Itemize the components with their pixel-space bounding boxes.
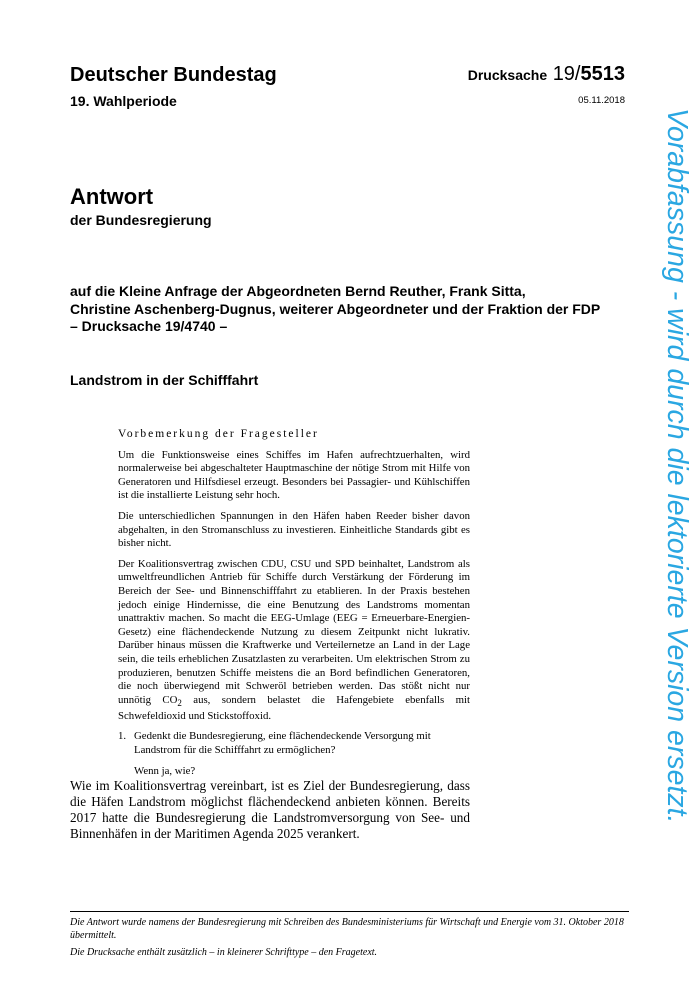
drucksache-label: Drucksache	[467, 67, 548, 83]
footnote	[70, 916, 640, 964]
preliminary-text: Der Koalitionsvertrag zwischen CDU, CSU und SPD beinhaltet, Landstrom als umweltfreundlichen Antrieb für Schiffe durch Verstärkung der Förderung im Bereich der See- und Binnenschifffahrt zu etablieren. In der Praxis bestehen jedoch einige Hindernisse, die eine Benutzung des Landstroms momentan unattraktiv machen. So macht die EEG-Umlage (EEG = Erneuerbare-Energien-Gesetz) eine flächendeckende Nutzung zu diesem Zeitpunkt nicht lukrativ. Darüber hinaus müssen die Kraftwerke und Verteilernetze an Land in der Lage sein, die teils erheblichen Zusatzlasten zu verarbeiten. Um elektrischen Strom zu produzieren, benutzen Schiffe meistens die an Bord befindlichen Generatoren, die noch überwiegend mit Schweröl betrieben werden. Das stößt nicht nur unnötig CO	[118, 557, 470, 706]
preliminary-remarks	[118, 428, 470, 731]
question-text: Gedenkt die Bundesregierung, eine flächendeckende Versorgung mit Landstrom für die Schifffahrt zu ermöglichen?	[134, 730, 431, 756]
draft-watermark: Vorabfassung - wird durch die lektorierte Version ersetzt.	[661, 108, 693, 824]
preliminary-paragraph: Um die Funktionsweise eines Schiffes im Hafen aufrechtzuerhalten, wird normalerweise bei abgeschalteter Hauptmaschine der nötige Strom mit Hilfe von Generatoren und Hilfsdiesel erzeugt. Besonders bei Passagier- und Kühlschiffen ist die installierte Leistung sehr hoch.	[118, 448, 470, 502]
question-subtext: Wenn ja, wie?	[134, 765, 196, 778]
inquiry-line: auf die Kleine Anfrage der Abgeordneten Bernd Reuther, Frank Sitta,	[70, 283, 526, 299]
document-number	[468, 63, 625, 86]
subscript: 2	[177, 697, 182, 708]
drucksache-prefix: 19/	[552, 63, 581, 85]
preliminary-text: aus, sondern belastet die Hafengebiete ebenfalls mit Schwefeldioxid und Stickstoffoxid.	[118, 693, 470, 723]
preliminary-paragraph: Die unterschiedlichen Spannungen in den Häfen haben Reeder bisher davon abgehalten, in den Stromanschluss zu investieren. Einheitliche Standards gibt es bisher nicht.	[118, 509, 470, 550]
footnote-line: Die Antwort wurde namens der Bundesregierung mit Schreiben des Bundesministeriums für Wirtschaft und Energie vom 31. Oktober 2018 übermittelt.	[70, 917, 624, 942]
footnote-divider	[70, 911, 629, 912]
preliminary-paragraph	[118, 558, 470, 724]
question-number: 1.	[118, 730, 127, 742]
question-1	[118, 730, 470, 779]
document-title: Antwort	[70, 184, 154, 209]
document-date: 05.11.2018	[578, 95, 625, 106]
drucksache-number: 5513	[580, 63, 625, 85]
parliament-name: Deutscher Bundestag	[70, 64, 277, 86]
inquiry-line: – Drucksache 19/4740 –	[70, 318, 228, 334]
document-subtitle: der Bundesregierung	[70, 212, 212, 228]
footnote-line: Die Drucksache enthält zusätzlich – in kleinerer Schrifttype – den Fragetext.	[70, 947, 378, 959]
electoral-period: 19. Wahlperiode	[70, 93, 177, 109]
preliminary-remarks-heading: Vorbemerkung der Fragesteller	[118, 428, 319, 440]
answer-1: Wie im Koalitionsvertrag vereinbart, ist es Ziel der Bundesregierung, dass die Häfen Landstrom möglichst flächendeckend anbieten können. Bereits 2017 hatte die Bundesregierung die Landstromversorgung von See- und Binnenhäfen in der Maritimen Agenda 2025 verankert.	[70, 778, 470, 841]
inquiry-reference	[70, 283, 640, 336]
topic-heading: Landstrom in der Schifffahrt	[70, 372, 259, 388]
inquiry-line: Christine Aschenberg-Dugnus, weiterer Abgeordneter und der Fraktion der FDP	[70, 300, 601, 317]
